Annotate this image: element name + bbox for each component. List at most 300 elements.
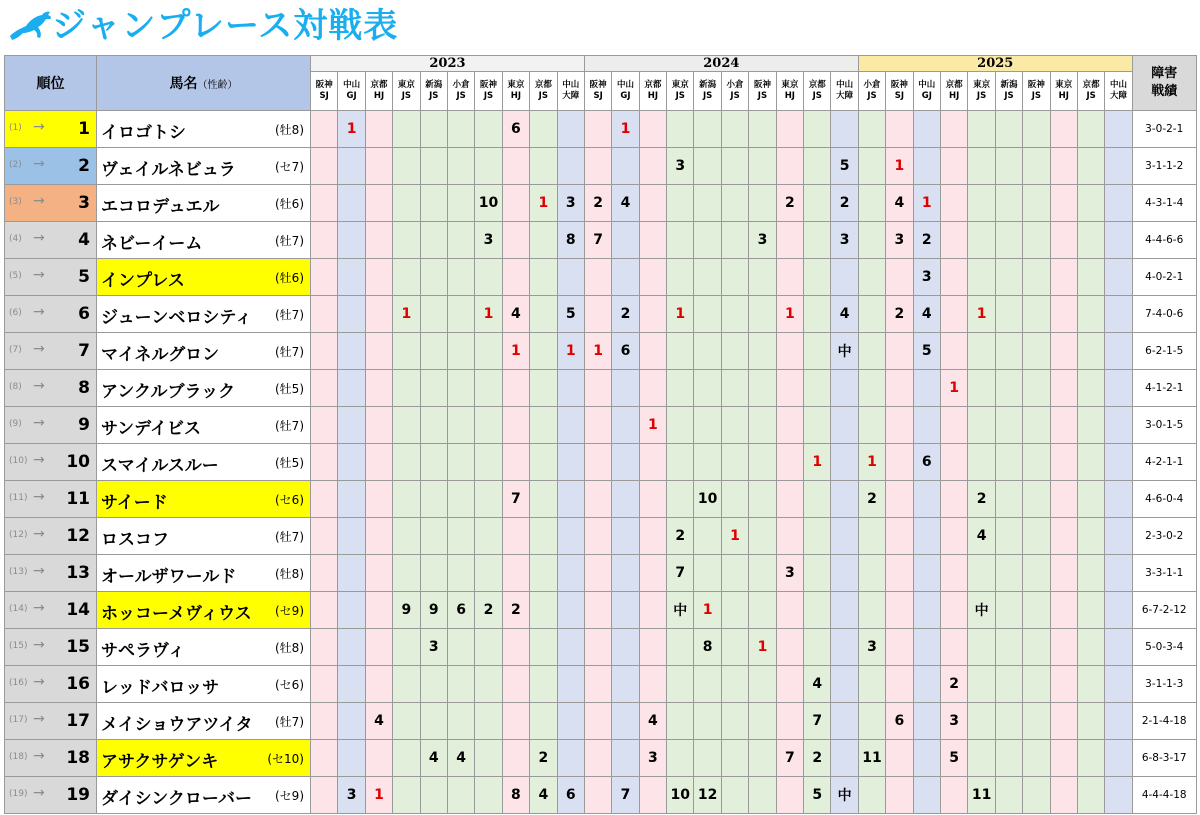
result-cell: 1 (721, 518, 748, 555)
result-cell (420, 666, 447, 703)
result-cell (886, 444, 913, 481)
result-cell (393, 777, 420, 814)
horse-name: アサクサゲンキ (101, 752, 219, 772)
result-cell (365, 481, 392, 518)
result-cell (721, 555, 748, 592)
result-cell (1050, 592, 1077, 629)
result-cell: 1 (694, 592, 721, 629)
result-cell (420, 222, 447, 259)
result-cell (557, 629, 584, 666)
result-cell (1050, 296, 1077, 333)
result-cell (338, 407, 365, 444)
result-cell (886, 592, 913, 629)
race-header (858, 72, 885, 111)
result-cell (886, 740, 913, 777)
result-cell (749, 111, 776, 148)
jump-record: 4-4-4-18 (1132, 777, 1196, 814)
previous-rank: (8) (9, 382, 22, 392)
result-cell (913, 777, 940, 814)
result-cell (858, 222, 885, 259)
result-cell (694, 148, 721, 185)
result-cell (913, 666, 940, 703)
result-cell (804, 407, 831, 444)
result-cell (776, 370, 803, 407)
result-cell (502, 518, 529, 555)
result-cell (776, 703, 803, 740)
result-cell: 1 (886, 148, 913, 185)
result-cell (749, 592, 776, 629)
current-rank: 10 (66, 452, 90, 472)
result-cell: 3 (858, 629, 885, 666)
result-cell (584, 296, 611, 333)
result-cell (858, 111, 885, 148)
horse-sex-age: (セ7) (275, 160, 304, 174)
result-cell (995, 703, 1022, 740)
result-cell (667, 481, 694, 518)
result-cell (1023, 481, 1050, 518)
result-cell (913, 370, 940, 407)
result-cell (1050, 555, 1077, 592)
horse-name: エコロデュエル (101, 197, 220, 217)
result-cell (1077, 370, 1104, 407)
race-header (612, 72, 639, 111)
jumping-horse-icon (6, 6, 56, 46)
result-cell (831, 370, 858, 407)
result-cell (804, 296, 831, 333)
result-cell (639, 111, 666, 148)
result-cell (694, 555, 721, 592)
result-cell (721, 444, 748, 481)
result-cell (1023, 333, 1050, 370)
result-cell (584, 481, 611, 518)
jump-record: 2-3-0-2 (1132, 518, 1196, 555)
horse-name-cell (97, 407, 311, 444)
result-cell (557, 111, 584, 148)
result-cell (1050, 666, 1077, 703)
result-cell: 1 (612, 111, 639, 148)
result-cell (365, 592, 392, 629)
result-cell: 3 (776, 555, 803, 592)
result-cell (913, 629, 940, 666)
result-cell (721, 370, 748, 407)
horse-name: スマイルスルー (101, 456, 219, 476)
record-header-line1: 障害 (1151, 66, 1178, 81)
result-cell (776, 481, 803, 518)
table-row (5, 370, 1197, 407)
arrow-right-icon: → (33, 711, 45, 727)
result-cell: 5 (831, 148, 858, 185)
race-venue: 新潟 (425, 80, 443, 90)
result-cell (749, 370, 776, 407)
result-cell (365, 444, 392, 481)
result-cell: 7 (804, 703, 831, 740)
result-cell (858, 703, 885, 740)
result-cell (831, 555, 858, 592)
race-header (393, 72, 420, 111)
race-grade: JS (976, 91, 987, 101)
result-cell (804, 629, 831, 666)
result-cell (694, 518, 721, 555)
current-rank: 1 (78, 119, 90, 139)
previous-rank: (12) (9, 530, 28, 540)
result-cell: 4 (968, 518, 995, 555)
result-cell (393, 111, 420, 148)
result-cell (858, 592, 885, 629)
result-cell (447, 111, 474, 148)
result-cell: 1 (557, 333, 584, 370)
jump-record: 4-3-1-4 (1132, 185, 1196, 222)
result-cell (776, 407, 803, 444)
result-cell (338, 592, 365, 629)
arrow-right-icon: → (33, 341, 45, 357)
result-cell (776, 444, 803, 481)
result-cell (1050, 111, 1077, 148)
result-cell (639, 185, 666, 222)
race-header (557, 72, 584, 111)
result-cell (1105, 407, 1132, 444)
horse-name-cell (97, 370, 311, 407)
rank-cell (5, 518, 97, 555)
result-cell: 10 (694, 481, 721, 518)
result-cell (1050, 222, 1077, 259)
result-cell (530, 222, 557, 259)
result-cell (667, 740, 694, 777)
result-cell (667, 333, 694, 370)
result-cell (475, 370, 502, 407)
result-cell: 2 (831, 185, 858, 222)
table-row (5, 777, 1197, 814)
result-cell (557, 518, 584, 555)
result-cell: 11 (858, 740, 885, 777)
result-cell (1023, 222, 1050, 259)
result-cell: 6 (557, 777, 584, 814)
result-cell (1023, 370, 1050, 407)
horse-name: ロスコフ (101, 530, 169, 550)
result-cell (502, 555, 529, 592)
current-rank: 9 (78, 415, 90, 435)
race-grade: JS (429, 91, 439, 101)
result-cell (530, 111, 557, 148)
result-cell (557, 666, 584, 703)
result-cell (831, 111, 858, 148)
result-cell (1077, 444, 1104, 481)
result-cell (886, 518, 913, 555)
result-cell (584, 703, 611, 740)
result-cell: 2 (940, 666, 967, 703)
result-cell: 4 (530, 777, 557, 814)
horse-name-cell (97, 518, 311, 555)
previous-rank: (1) (9, 123, 22, 133)
result-cell (420, 296, 447, 333)
result-cell (968, 629, 995, 666)
result-cell (968, 703, 995, 740)
result-cell (365, 629, 392, 666)
result-cell (667, 444, 694, 481)
previous-rank: (17) (9, 715, 28, 725)
result-cell (557, 592, 584, 629)
result-cell (530, 629, 557, 666)
result-cell: 4 (502, 296, 529, 333)
result-cell (530, 518, 557, 555)
result-cell (530, 407, 557, 444)
result-cell (557, 703, 584, 740)
race-venue: 阪神 (315, 80, 333, 90)
result-cell (749, 740, 776, 777)
result-cell (995, 407, 1022, 444)
horse-name: ジューンベロシティ (101, 308, 252, 328)
result-cell (311, 407, 338, 444)
result-cell: 7 (667, 555, 694, 592)
result-cell: 7 (776, 740, 803, 777)
result-cell: 1 (804, 444, 831, 481)
race-venue: 中山 (343, 80, 361, 90)
result-cell (1105, 111, 1132, 148)
result-cell (886, 555, 913, 592)
result-cell: 4 (913, 296, 940, 333)
result-cell (1077, 629, 1104, 666)
arrow-right-icon: → (33, 452, 45, 468)
result-cell: 1 (502, 333, 529, 370)
result-cell: 2 (776, 185, 803, 222)
result-cell (1077, 555, 1104, 592)
current-rank: 7 (78, 341, 90, 361)
result-cell (612, 518, 639, 555)
result-cell (393, 555, 420, 592)
result-cell (667, 703, 694, 740)
result-cell (886, 666, 913, 703)
result-cell (776, 111, 803, 148)
current-rank: 2 (78, 156, 90, 176)
result-cell: 5 (557, 296, 584, 333)
race-venue: 中山 (562, 80, 580, 90)
rank-cell (5, 148, 97, 185)
result-cell (940, 333, 967, 370)
result-cell (502, 629, 529, 666)
result-cell (530, 148, 557, 185)
horse-sex-age: (牡7) (275, 530, 304, 544)
race-grade: JS (757, 91, 768, 101)
result-cell (667, 222, 694, 259)
result-cell (584, 407, 611, 444)
table-row (5, 259, 1197, 296)
result-cell: 4 (886, 185, 913, 222)
result-cell (749, 703, 776, 740)
table-row (5, 518, 1197, 555)
result-cell (365, 185, 392, 222)
result-cell (365, 333, 392, 370)
result-cell (1023, 777, 1050, 814)
result-cell (475, 629, 502, 666)
result-cell (502, 740, 529, 777)
result-cell: 2 (667, 518, 694, 555)
result-cell (995, 629, 1022, 666)
result-cell (940, 518, 967, 555)
horse-name-cell (97, 444, 311, 481)
result-cell (858, 777, 885, 814)
race-venue: 東京 (1055, 80, 1073, 90)
result-cell (584, 592, 611, 629)
race-grade: 大障 (1110, 91, 1128, 101)
race-grade: JS (483, 91, 494, 101)
race-venue: 阪神 (890, 80, 908, 90)
result-cell (1050, 777, 1077, 814)
horse-name-cell (97, 629, 311, 666)
race-header (667, 72, 694, 111)
result-cell (721, 481, 748, 518)
result-cell (721, 222, 748, 259)
result-cell (530, 444, 557, 481)
race-header (995, 72, 1022, 111)
jump-record: 2-1-4-18 (1132, 703, 1196, 740)
result-cell: 3 (886, 222, 913, 259)
result-cell (447, 296, 474, 333)
result-cell (1105, 333, 1132, 370)
result-cell (968, 333, 995, 370)
result-cell (420, 555, 447, 592)
result-cell (639, 666, 666, 703)
race-header (502, 72, 529, 111)
result-cell (612, 592, 639, 629)
arrow-right-icon: → (33, 156, 45, 172)
arrow-right-icon: → (33, 304, 45, 320)
race-venue: 小倉 (863, 80, 881, 90)
result-cell (721, 111, 748, 148)
result-cell (749, 777, 776, 814)
result-cell (1023, 703, 1050, 740)
race-venue: 東京 (781, 80, 799, 90)
result-cell (420, 148, 447, 185)
result-cell (995, 777, 1022, 814)
result-cell (776, 777, 803, 814)
result-cell (968, 222, 995, 259)
result-cell (1023, 555, 1050, 592)
table-row (5, 740, 1197, 777)
arrow-right-icon: → (33, 489, 45, 505)
result-cell (694, 407, 721, 444)
race-results-table (4, 55, 1197, 814)
horse-name: メイショウアツイタ (101, 715, 253, 735)
result-cell (694, 703, 721, 740)
result-cell (968, 148, 995, 185)
arrow-right-icon: → (33, 378, 45, 394)
result-cell (749, 481, 776, 518)
result-cell (1023, 740, 1050, 777)
result-cell (1050, 259, 1077, 296)
horse-name: マイネルグロン (101, 345, 220, 365)
race-header (804, 72, 831, 111)
result-cell (1023, 592, 1050, 629)
result-cell (420, 777, 447, 814)
result-cell (311, 555, 338, 592)
race-header (831, 72, 858, 111)
result-cell (694, 444, 721, 481)
result-cell (831, 444, 858, 481)
result-cell (886, 629, 913, 666)
result-cell (831, 407, 858, 444)
name-header-sub: （性齢） (197, 80, 238, 91)
year-header-row (5, 56, 1197, 72)
result-cell (311, 666, 338, 703)
race-venue: 京都 (534, 80, 552, 90)
result-cell (667, 629, 694, 666)
jump-record: 3-1-1-3 (1132, 666, 1196, 703)
result-cell (530, 703, 557, 740)
horse-sex-age: (牡7) (275, 419, 304, 433)
result-cell (447, 148, 474, 185)
current-rank: 16 (66, 674, 90, 694)
result-cell (365, 555, 392, 592)
result-cell (831, 703, 858, 740)
result-cell (475, 518, 502, 555)
race-grade: GJ (620, 91, 631, 101)
result-cell (447, 518, 474, 555)
rank-cell (5, 185, 97, 222)
result-cell (365, 259, 392, 296)
result-cell: 2 (584, 185, 611, 222)
result-cell (940, 148, 967, 185)
result-cell (1077, 185, 1104, 222)
result-cell: 5 (804, 777, 831, 814)
result-cell (447, 703, 474, 740)
result-cell (584, 370, 611, 407)
rank-cell (5, 703, 97, 740)
result-cell (995, 296, 1022, 333)
race-header (968, 72, 995, 111)
arrow-right-icon: → (33, 674, 45, 690)
race-grade: JS (703, 91, 713, 101)
race-venue: 中山 (918, 80, 936, 90)
result-cell (721, 148, 748, 185)
result-cell (1023, 407, 1050, 444)
previous-rank: (18) (9, 752, 28, 762)
result-cell (584, 555, 611, 592)
result-cell (721, 629, 748, 666)
name-header-label: 馬名 (169, 76, 198, 92)
result-cell (365, 740, 392, 777)
result-cell (1077, 148, 1104, 185)
result-cell: 3 (667, 148, 694, 185)
horse-name-cell (97, 740, 311, 777)
result-cell (557, 407, 584, 444)
race-venue: 阪神 (480, 80, 498, 90)
previous-rank: (2) (9, 160, 22, 170)
result-cell (338, 518, 365, 555)
result-cell (447, 259, 474, 296)
result-cell (639, 629, 666, 666)
race-header (1023, 72, 1050, 111)
result-cell (1077, 703, 1104, 740)
result-cell (639, 444, 666, 481)
race-grade: HJ (510, 91, 522, 101)
current-rank: 14 (66, 600, 90, 620)
race-header (338, 72, 365, 111)
result-cell (940, 407, 967, 444)
result-cell (1023, 629, 1050, 666)
result-cell (475, 481, 502, 518)
result-cell (940, 259, 967, 296)
result-cell (584, 259, 611, 296)
result-cell (940, 222, 967, 259)
race-header (639, 72, 666, 111)
result-cell (1050, 629, 1077, 666)
result-cell (858, 296, 885, 333)
horse-name-cell (97, 259, 311, 296)
arrow-right-icon: → (33, 193, 45, 209)
result-cell (475, 111, 502, 148)
result-cell (612, 407, 639, 444)
result-cell (338, 148, 365, 185)
result-cell (886, 407, 913, 444)
